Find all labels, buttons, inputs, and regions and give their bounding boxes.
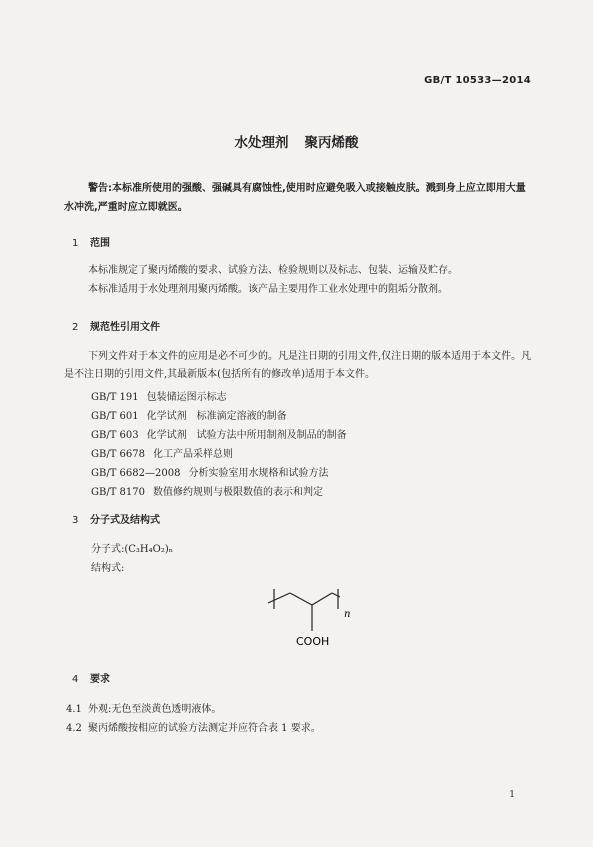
section-title: 要求 bbox=[90, 674, 110, 685]
bond-4 bbox=[332, 593, 340, 597]
title-part-1: 水处理剂 bbox=[234, 135, 289, 151]
reference-item bbox=[91, 445, 233, 460]
section-title: 分子式及结构式 bbox=[90, 515, 160, 526]
bond-1 bbox=[268, 593, 290, 603]
section-number: 1 bbox=[72, 238, 79, 249]
structural-formula bbox=[260, 575, 380, 655]
carboxyl-group: COOH bbox=[296, 635, 330, 648]
reference-name: 化学试剂 标准滴定溶液的制备 bbox=[146, 411, 287, 422]
reference-item bbox=[91, 483, 323, 498]
reference-code: GB/T 191 bbox=[91, 392, 139, 403]
reference-name: 化学试剂 试验方法中所用制剂及制品的制备 bbox=[146, 430, 347, 441]
requirement-number: 4.1 bbox=[66, 704, 82, 715]
section-4-heading bbox=[72, 670, 110, 685]
scope-paragraph-2: 本标准适用于水处理剂用聚丙烯酸。该产品主要用作工业水处理中的阻垢分散剂。 bbox=[88, 284, 448, 295]
reference-code: GB/T 8170 bbox=[91, 487, 146, 498]
reference-code: GB/T 6678 bbox=[91, 449, 146, 460]
requirement-item bbox=[66, 719, 321, 734]
section-title: 范围 bbox=[90, 238, 110, 249]
reference-code: GB/T 603 bbox=[91, 430, 139, 441]
reference-name: 包装储运图示标志 bbox=[146, 392, 227, 403]
requirement-text: 外观:无色至淡黄色透明液体。 bbox=[88, 704, 222, 715]
bond-2 bbox=[290, 593, 312, 605]
requirement-item bbox=[66, 700, 221, 715]
structure-label: 结构式: bbox=[91, 563, 125, 574]
reference-code: GB/T 6682—2008 bbox=[91, 468, 181, 479]
reference-item bbox=[91, 407, 287, 422]
section-3-heading bbox=[72, 511, 160, 526]
requirement-number: 4.2 bbox=[66, 723, 82, 734]
document-title bbox=[0, 131, 593, 151]
repeat-subscript: n bbox=[344, 609, 351, 620]
section-number: 3 bbox=[72, 515, 79, 526]
scope-paragraph-1: 本标准规定了聚丙烯酸的要求、试验方法、检验规则以及标志、包装、运输及贮存。 bbox=[88, 265, 458, 276]
reference-item bbox=[91, 464, 328, 479]
reference-name: 分析实验室用水规格和试验方法 bbox=[188, 468, 329, 479]
standard-code: GB/T 10533—2014 bbox=[424, 75, 531, 86]
warning-paragraph: 警告:本标准所使用的强酸、强碱具有腐蚀性,使用时应避免吸入或接触皮肤。溅到身上应立即用大量水冲洗,严重时应立即就医。 bbox=[64, 183, 526, 213]
title-part-2: 聚丙烯酸 bbox=[304, 135, 359, 151]
reference-item bbox=[91, 388, 227, 403]
reference-name: 化工产品采样总则 bbox=[153, 449, 234, 460]
page-number: 1 bbox=[509, 790, 515, 800]
references-intro: 下列文件对于本文件的应用是必不可少的。凡是注日期的引用文件,仅注日期的版本适用于本文件。凡是不注日期的引用文件,其最新版本(包括所有的修改单)适用于本文件。 bbox=[64, 351, 532, 380]
molecular-formula: 分子式:(C₃H₄O₂)ₙ bbox=[91, 544, 174, 555]
section-title: 规范性引用文件 bbox=[90, 322, 160, 333]
section-number: 4 bbox=[72, 674, 79, 685]
section-number: 2 bbox=[72, 322, 79, 333]
reference-item bbox=[91, 426, 347, 441]
requirement-text: 聚丙烯酸按相应的试验方法测定并应符合表 1 要求。 bbox=[88, 723, 321, 734]
section-1-heading bbox=[72, 234, 110, 249]
reference-code: GB/T 601 bbox=[91, 411, 139, 422]
bond-3 bbox=[312, 593, 332, 605]
section-2-heading bbox=[72, 318, 160, 333]
reference-name: 数值修约规则与极限数值的表示和判定 bbox=[153, 487, 324, 498]
